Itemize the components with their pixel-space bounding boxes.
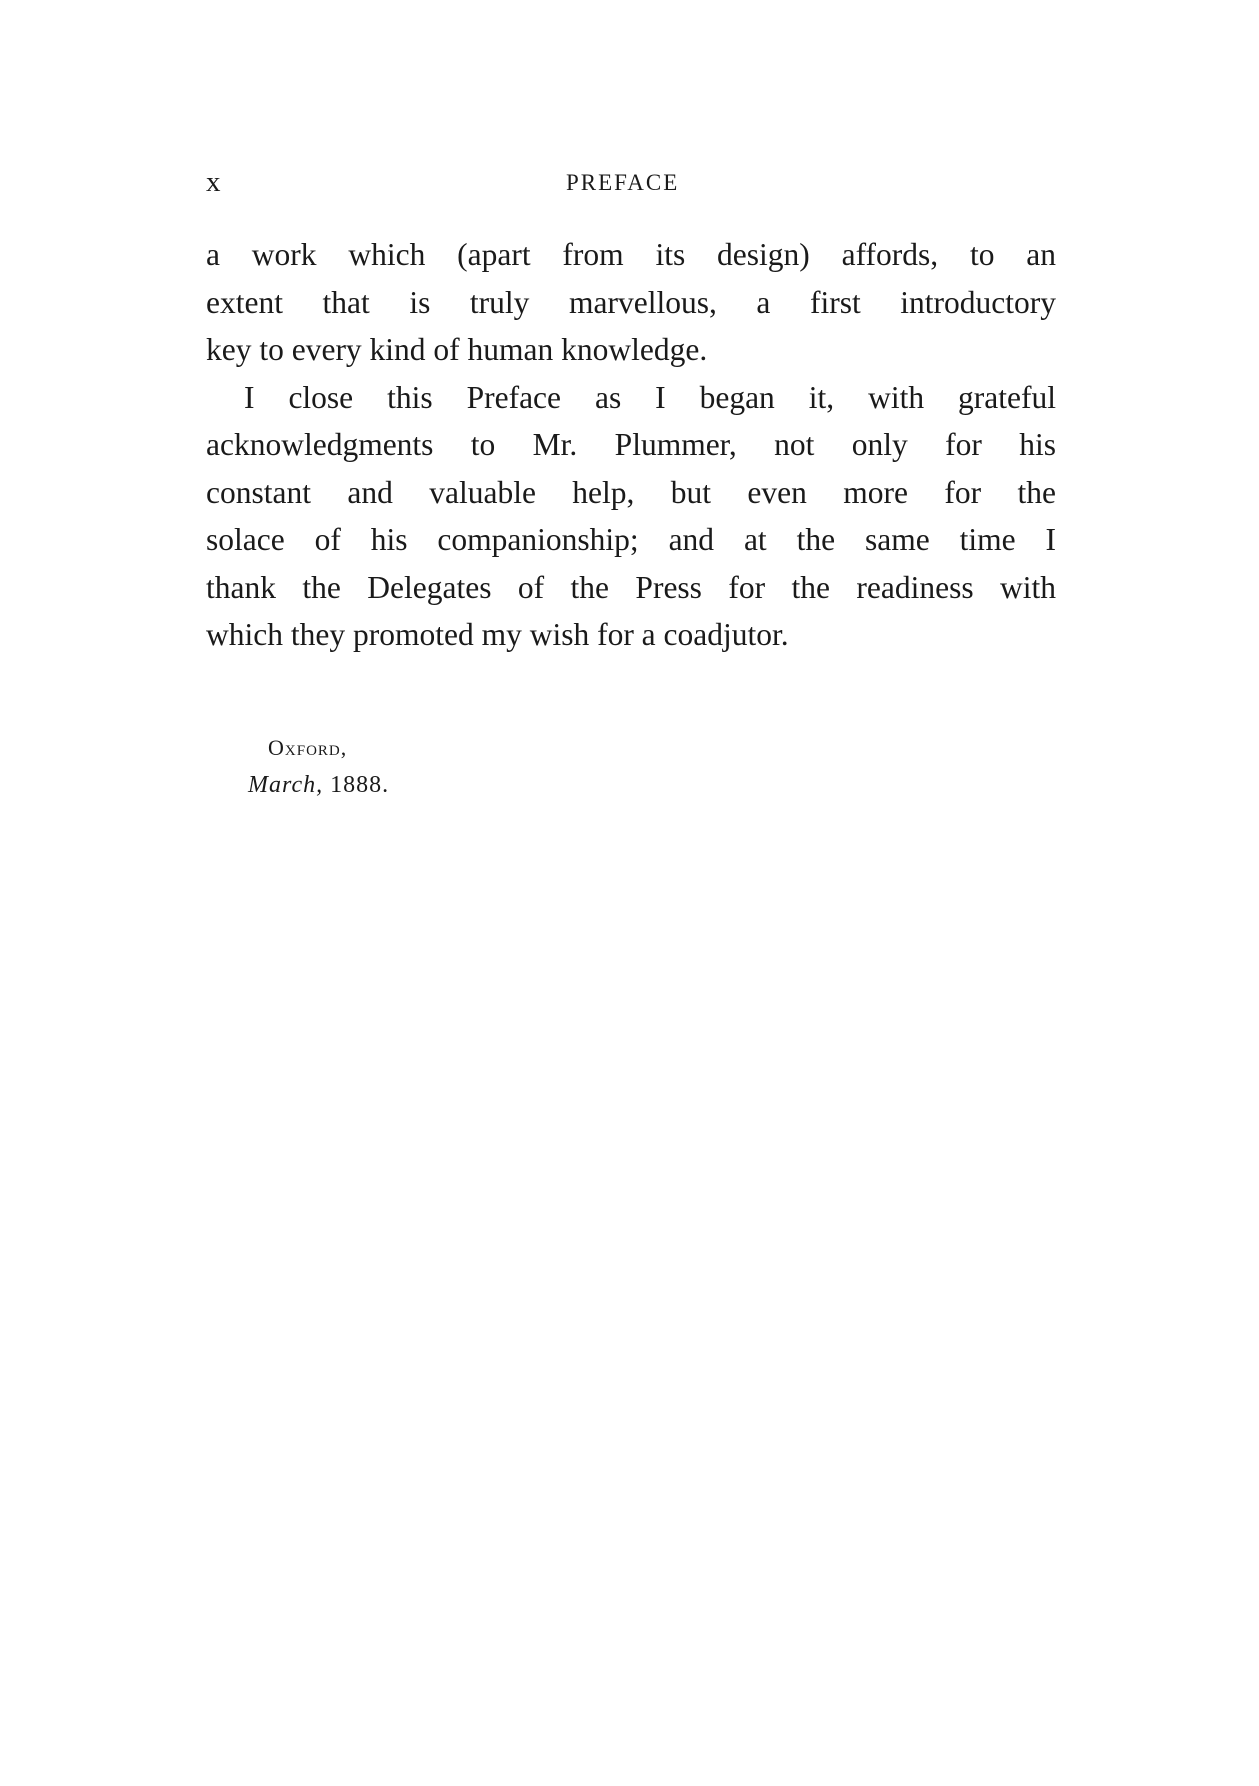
running-head [206, 166, 1056, 206]
text-line: a work which (apart from its design) affords, to an [206, 237, 1056, 272]
text-line: solace of his companionship; and at the same time I [206, 522, 1056, 557]
text-line: key to every kind of human knowledge. [206, 332, 708, 367]
paragraph-2 [206, 374, 1056, 659]
page-number: x [206, 166, 222, 198]
paragraph-1 [206, 231, 1056, 374]
signature-place: Oxford, [268, 735, 348, 760]
text-line: I close this Preface as I began it, with grateful [244, 379, 1056, 415]
signature-month: March, [248, 772, 324, 798]
body-text [206, 231, 1056, 659]
signature-year: 1888. [330, 772, 390, 798]
signature-block [248, 728, 389, 802]
text-line: extent that is truly marvellous, a first introductory [206, 284, 1056, 320]
text-line: which they promoted my wish for a coadjutor. [206, 617, 789, 652]
running-title: PREFACE [566, 170, 680, 195]
signature-date [248, 768, 389, 802]
text-line: thank the Delegates of the Press for the readiness with [206, 569, 1056, 605]
text-line: constant and valuable help, but even more for the [206, 474, 1056, 510]
text-line: acknowledgments to Mr. Plummer, not only for his [206, 427, 1056, 462]
